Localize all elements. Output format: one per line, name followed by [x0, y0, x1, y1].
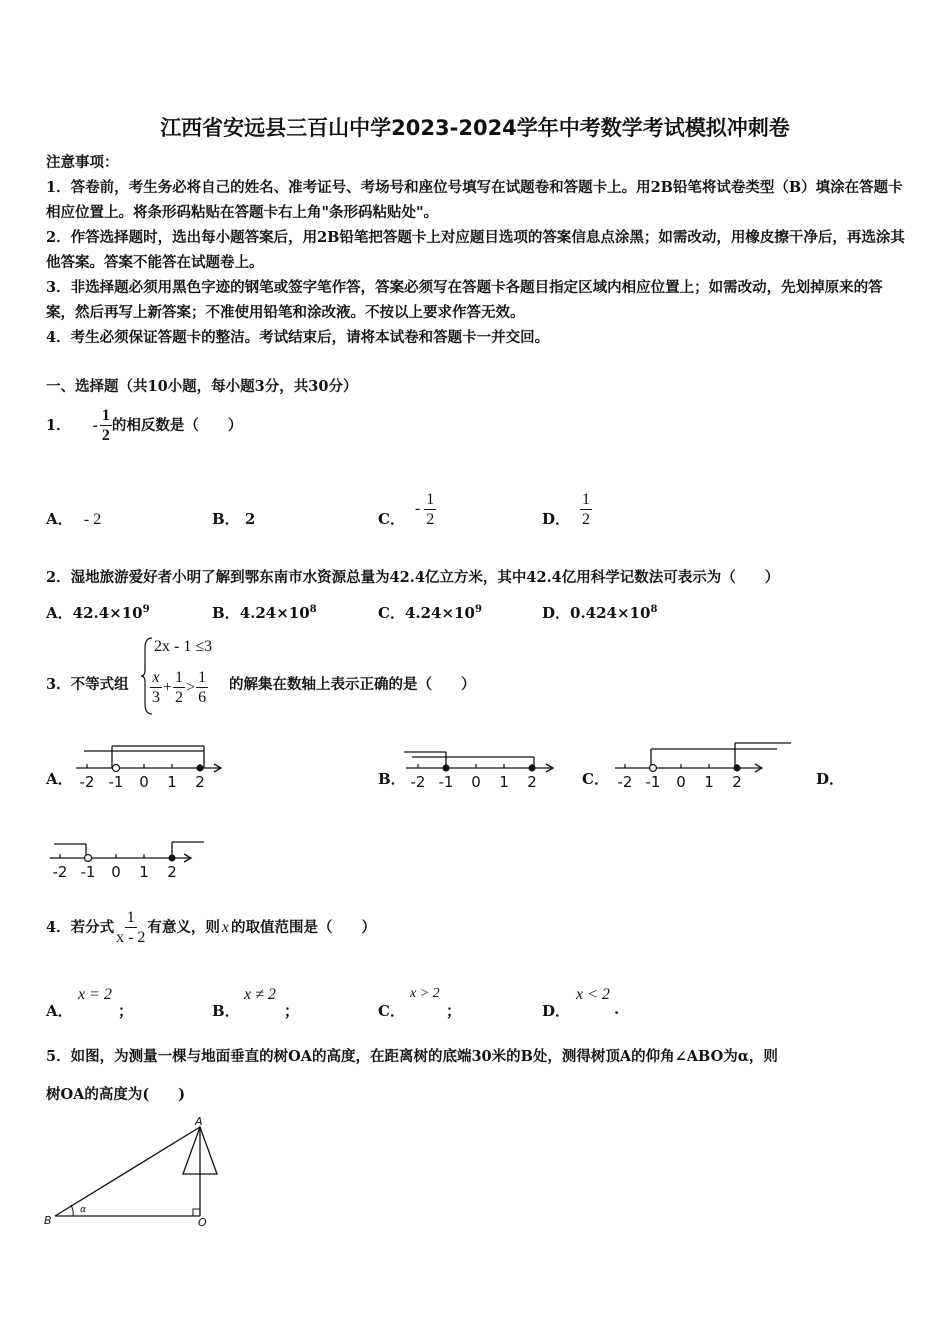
- q3-option-d-label: D．: [816, 770, 845, 788]
- q1-option-d-label: D．: [542, 509, 571, 528]
- q2-option-c-base: 4.24×10: [404, 604, 475, 622]
- numberline-b-tick-1: -1: [438, 773, 454, 791]
- q1-frac-den: 2: [101, 426, 110, 444]
- note-3: 3．非选择题必须用黑色字迹的钢笔或签字笔作答，答案必须写在答题卡各题目指定区域内相应位置上；如需改动，先划掉原来的答案，然后再写上新答案；不准使用铅笔和涂改液。不按以上要求作答无效。: [46, 279, 883, 321]
- section-heading: 一、选择题（共10小题，每小题3分，共30分）: [46, 378, 358, 395]
- point-a-label: A: [195, 1115, 203, 1128]
- numberline-b-tick-4: 2: [527, 773, 537, 791]
- numberline-b-tick-2: 0: [471, 773, 481, 791]
- numberline-a-tick-4: 2: [195, 773, 205, 791]
- q4-text-a: 有意义，则: [147, 918, 220, 936]
- question-5-line2: 树OA的高度为( ): [46, 1086, 186, 1103]
- question-2: 2．湿地旅游爱好者小明了解到鄂东南市水资源总量为42.4亿立方米，其中42.4亿用科学记数法可表示为（ ）: [46, 569, 780, 586]
- q3-frac-b: [173, 668, 185, 707]
- q3-system: [140, 636, 228, 716]
- q2-option-b: [212, 602, 317, 623]
- q2-option-d: [542, 602, 657, 623]
- q2-option-d-exp: 8: [650, 604, 658, 615]
- note-2: 2．作答选择题时，选出每小题答案后，用2B铅笔把答题卡上对应题目选项的答案信息点涂黑；如需改动，用橡皮擦干净后，再选涂其他答案。答案不能答在试题卷上。: [46, 229, 905, 271]
- q2-option-d-base: 0.424×10: [570, 604, 651, 622]
- q1-option-b-value: 2: [244, 510, 256, 528]
- q3-frac-c-num: 1: [198, 669, 207, 686]
- q3-option-b-label: B．: [378, 770, 406, 788]
- q1-fraction: [100, 406, 112, 445]
- q2-option-b-label: B．: [212, 604, 240, 622]
- q4-option-d-value: x < 2: [576, 986, 610, 1003]
- q4-option-d-label: D．: [542, 1002, 571, 1020]
- numberline-d-tick-4: 2: [167, 863, 177, 881]
- q2-option-a-exp: 9: [142, 604, 150, 615]
- q1-option-a-value: - 2: [83, 511, 102, 528]
- page-title: 江西省安远县三百山中学2023-2024学年中考数学考试模拟冲刺卷: [160, 116, 790, 140]
- numberline-c: [611, 740, 795, 794]
- q1-option-b-label: B．: [212, 510, 240, 528]
- q3-number: 3．不等式组: [46, 676, 129, 693]
- q2-option-a-label: A．: [46, 604, 73, 622]
- numberline-c-tick-3: 1: [704, 773, 714, 791]
- q2-option-b-base: 4.24×10: [239, 604, 310, 622]
- q2-option-c-exp: 9: [474, 604, 482, 615]
- note-1: 1．答卷前，考生务必将自己的姓名、准考证号、考场号和座位号填写在试题卷和答题卡上。用2B铅笔将试卷类型（B）填涂在答题卡相应位置上。将条形码粘贴在答题卡右上角"条形码粘贴处"。: [46, 179, 903, 221]
- question-4: [46, 902, 376, 952]
- q1-text: 的相反数是（ ）: [111, 416, 243, 434]
- q3-line2: [150, 668, 208, 707]
- q3-text: 的解集在数轴上表示正确的是（ ）: [229, 676, 476, 693]
- numberline-b-tick-3: 1: [499, 773, 509, 791]
- note-4: 4．考生必须保证答题卡的整洁。考试结束后，请将本试卷和答题卡一并交回。: [46, 329, 550, 346]
- q3-option-a-label: A．: [46, 770, 73, 788]
- q1-option-d-num: 1: [582, 490, 591, 508]
- notes-heading: 注意事项：: [46, 154, 119, 171]
- q1-option-c-label: C．: [378, 509, 405, 528]
- numberline-c-tick-1: -1: [645, 773, 661, 791]
- numberline-a: [72, 740, 230, 794]
- numberline-c-tick-0: -2: [617, 773, 633, 791]
- numberline-d-tick-1: -1: [80, 863, 96, 881]
- q4-option-b-value: x ≠ 2: [244, 986, 276, 1003]
- q2-option-d-label: D．: [542, 604, 571, 622]
- q2-option-a: [46, 602, 150, 623]
- numberline-a-tick-1: -1: [108, 773, 124, 791]
- q4-option-c-end: ；: [446, 1002, 462, 1020]
- q4-option-b-label: B．: [212, 1002, 240, 1020]
- q1-option-c: [378, 484, 436, 534]
- q3-line1: 2x - 1 ≤3: [154, 638, 213, 655]
- q1-option-d-fraction: [580, 490, 592, 529]
- q1-option-a: [46, 508, 101, 529]
- q4-option-d-end: .: [614, 1000, 620, 1018]
- q2-option-a-base: 42.4×10: [72, 604, 143, 622]
- q4-text-b: 的取值范围是（ ）: [231, 918, 377, 936]
- numberline-b-tick-0: -2: [410, 773, 426, 791]
- q1-option-d-den: 2: [582, 510, 591, 528]
- q3-frac-c-den: 6: [198, 689, 207, 706]
- q4-option-a-label: A．: [46, 1002, 73, 1020]
- q3-frac-a: [150, 668, 162, 707]
- numberline-b: [402, 748, 558, 794]
- q2-option-c: [378, 602, 482, 623]
- tree-figure: [40, 1112, 220, 1232]
- numberline-c-tick-2: 0: [676, 773, 686, 791]
- q1-option-d: [542, 484, 592, 534]
- q4-number: 4．若分式: [46, 918, 115, 936]
- q4-var: x: [221, 918, 230, 936]
- q3-frac-c: [196, 668, 208, 707]
- question-5-line1: 5．如图，为测量一棵与地面垂直的树OA的高度，在距离树的底端30米的B处，测得树顶A的仰角∠ABO为α，则: [46, 1048, 778, 1065]
- alpha-label: α: [80, 1205, 86, 1215]
- q4-option-b-end: ；: [284, 1002, 300, 1020]
- point-b-label: B: [44, 1214, 52, 1227]
- q4-option-c-label: C．: [378, 1002, 405, 1020]
- q3-plus: +: [163, 678, 173, 696]
- q1-option-b: [212, 508, 255, 529]
- q3-greater: >: [186, 678, 196, 696]
- q4-fraction: [114, 908, 147, 947]
- q3-frac-b-num: 1: [175, 669, 184, 686]
- q1-option-c-fraction: [424, 490, 436, 529]
- q3-frac-a-den: 3: [152, 689, 160, 706]
- numberline-d-tick-2: 0: [111, 863, 121, 881]
- q1-option-a-label: A．: [46, 510, 73, 528]
- point-o-label: O: [198, 1216, 207, 1229]
- numberline-a-tick-2: 0: [139, 773, 149, 791]
- numberline-d: [46, 838, 208, 884]
- q1-number: 1．: [46, 416, 71, 434]
- q3-frac-b-den: 2: [175, 689, 184, 706]
- q1-minus: -: [92, 416, 98, 434]
- numberline-a-tick-3: 1: [167, 773, 177, 791]
- q1-option-c-den: 2: [426, 510, 435, 528]
- q1-frac-num: 1: [101, 406, 110, 424]
- q4-option-a-value: x = 2: [78, 986, 112, 1003]
- q4-frac-num: 1: [126, 908, 135, 926]
- numberline-d-tick-0: -2: [52, 863, 68, 881]
- question-1: [46, 400, 242, 450]
- q3-frac-a-num: x: [152, 669, 160, 686]
- q3-option-c-label: C．: [582, 770, 609, 788]
- q4-frac-den: x - 2: [116, 928, 146, 946]
- q2-option-b-exp: 8: [309, 604, 317, 615]
- numberline-c-tick-4: 2: [732, 773, 742, 791]
- numberline-d-tick-3: 1: [139, 863, 149, 881]
- q1-option-c-sign: -: [414, 500, 421, 517]
- q4-option-a-end: ；: [118, 1002, 134, 1020]
- q4-option-c-value: x > 2: [410, 986, 440, 1001]
- numberline-a-tick-0: -2: [79, 773, 95, 791]
- q1-option-c-num: 1: [426, 490, 435, 508]
- q2-option-c-label: C．: [378, 604, 405, 622]
